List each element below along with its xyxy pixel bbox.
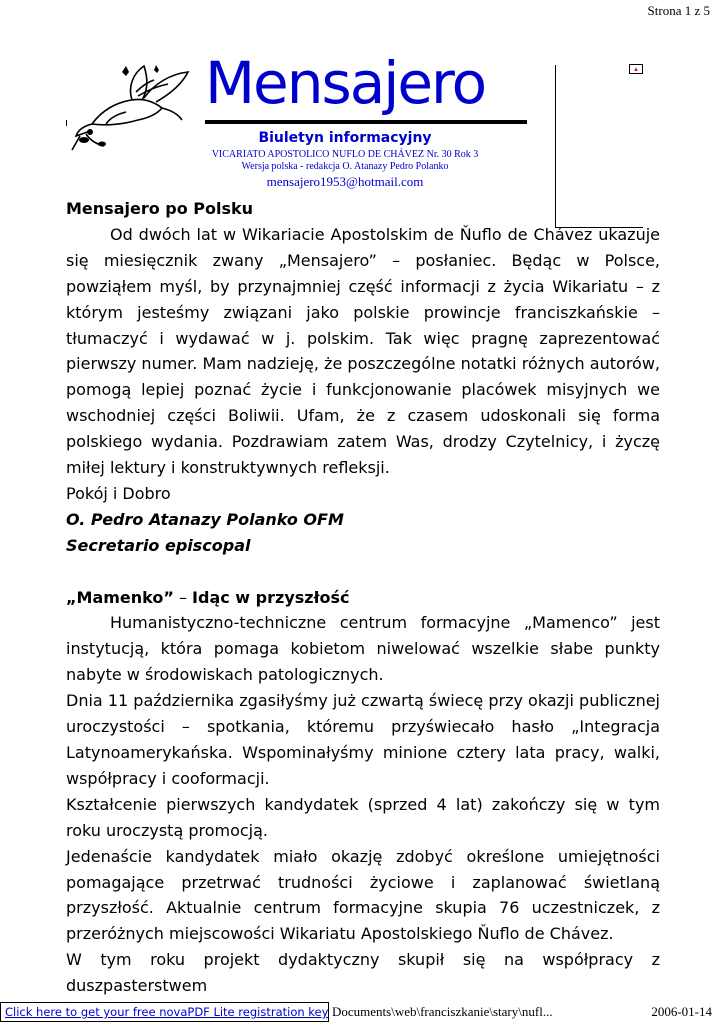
signature-name: O. Pedro Atanazy Polanko OFM [66, 509, 344, 529]
masthead-title: Mensajero [205, 49, 486, 117]
corner-marker-icon: ▴ [629, 64, 643, 74]
closing-greeting: Pokój i Dobro [66, 483, 171, 503]
signature-role: Secretario episcopal [66, 535, 251, 555]
file-path: Documents\web\franciszkanie\stary\nufl... [332, 1004, 553, 1019]
article2-paragraph: W tym roku projekt dydaktyczny skupił się na współpracy z duszpasterstwem [66, 950, 660, 996]
article2-heading-quote: „Mamenko” [66, 587, 174, 607]
masthead-divider [205, 120, 527, 124]
spacer [66, 559, 660, 585]
registration-link[interactable]: Click here to get your free novaPDF Lite registration key [0, 1002, 329, 1022]
newsletter-subtitle: Biuletyn informacyjny [258, 130, 432, 146]
article2-paragraph: Kształcenie pierwszych kandydatek (sprzed 4 lat) zakończy się w tym roku uroczystą promocją. [66, 794, 660, 840]
article2-paragraph: Jedenaście kandydatek miało okazję zdobyć określone umiejętności pomagające przetrwać trudności życiowe i zaplanować świetlaną przyszłość. Aktualnie centrum formacyjne skupia 76 uczestniczek, z przeróżnych miejscowości Wikariatu Apostolskiego Ňuflo de Chávez. [66, 846, 660, 944]
article1-heading: Mensajero po Polsku [66, 199, 254, 218]
contact-email[interactable]: mensajero1953@hotmail.com [266, 174, 424, 189]
page-counter: Strona 1 z 5 [647, 3, 710, 18]
article2-heading-rest: Idąc w przyszłość [192, 587, 350, 607]
print-date: 2006-01-14 [651, 1004, 712, 1019]
edition-info: Wersja polska - redakcja O. Atanazy Pedro Polanko [241, 161, 449, 172]
article2-paragraph: Humanistyczno-techniczne centrum formacyjne „Mamenco” jest instytucją, która pomaga kobietom niwelować wszelkie słabe punkty nabyte w środowiskach patologicznych. [66, 613, 660, 685]
article2-heading [66, 585, 660, 611]
article2-heading-dash: – [173, 587, 193, 607]
dove-logo-icon [62, 62, 198, 152]
vicariate-info: VICARIATO APOSTOLICO NUFLO DE CHÁVEZ Nr. 30 Rok 3 [211, 149, 479, 160]
document-body [66, 196, 660, 999]
article1-body: Od dwóch lat w Wikariacie Apostolskim de Ňuflo de Chávez ukazuje się miesięcznik zwany „Mensajero” – posłaniec. Będąc w Polsce, powziąłem myśl, by przynajmniej część informacji z życia Wikariatu – z którym jesteśmy związani jako polskie prowincje franciszkańskie – tłumaczyć i wydawać w j. polskim. Tak więc pragnę zaprezentować pierwszy numer. Mam nadzieję, że poszczególne notatki różnych autorów, pomogą lepiej poznać życie i funkcjonowanie placówek misyjnych we wschodniej części Boliwii. Ufam, że z czasem udoskonali się forma polskiego wydania. Pozdrawiam zatem Was, drodzy Czytelnicy, i życzę miłej lektury i konstruktywnych refleksji. [66, 224, 660, 478]
article2-paragraph: Dnia 11 października zgasiłyśmy już czwartą świecę przy okazji publicznej uroczystości – spotkania, któremu przyświecało hasło „Integracja Latynoamerykańska. Wspominałyśmy minione cztery lata pracy, walki, współpracy i cooformacji. [66, 691, 660, 788]
